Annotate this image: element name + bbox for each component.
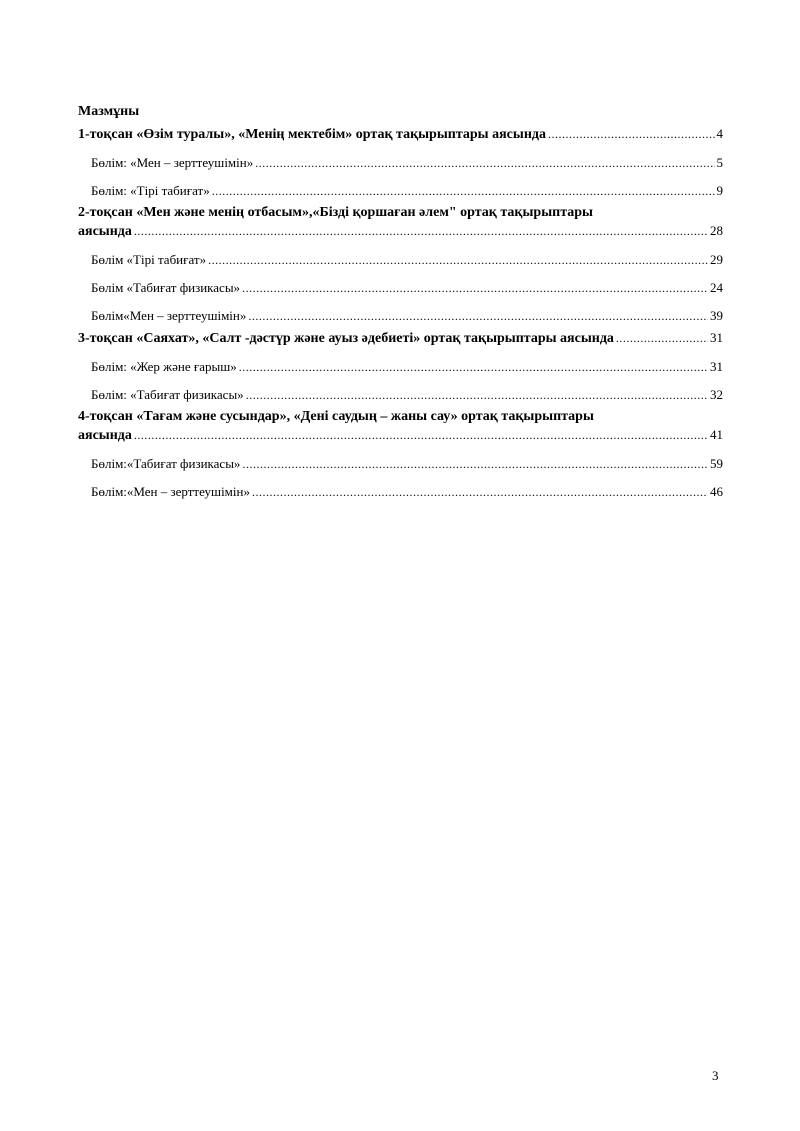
dot-leader [246, 386, 708, 404]
page-number: 3 [712, 1068, 719, 1083]
dot-leader [255, 154, 714, 172]
toc-entry-section[interactable] [78, 386, 723, 404]
toc-page-number: 28 [710, 223, 723, 238]
toc-entry-text: аясында [78, 224, 132, 239]
toc-entry-text: Бөлім:«Мен – зерттеушімін» [91, 484, 250, 499]
table-of-contents [78, 121, 723, 501]
toc-entry-section[interactable] [78, 279, 723, 297]
toc-page-number: 39 [710, 308, 723, 323]
toc-page-number: 31 [710, 330, 723, 345]
toc-entry-text: 3-тоқсан «Саяхат», «Салт -дәстүр және ауыз әдебиеті» ортақ тақырыптары аясында [78, 331, 614, 346]
toc-entry-text: Бөлім: «Жер және ғарыш» [91, 359, 237, 374]
toc-entry-section[interactable] [78, 251, 723, 269]
dot-leader [239, 358, 708, 376]
toc-page-number: 9 [716, 183, 723, 198]
toc-entry-text: Бөлім: «Табиғат физикасы» [91, 387, 244, 402]
toc-page-number: 4 [716, 126, 723, 141]
dot-leader [248, 307, 708, 325]
toc-page-number: 59 [710, 456, 723, 471]
dot-leader [212, 182, 715, 200]
toc-entry-text: Бөлім«Мен – зерттеушімін» [91, 308, 247, 323]
toc-entry-text-line1: 4-тоқсан «Тағам және сусындар», «Дені саудың – жаны сау» ортақ тақырыптары [78, 409, 594, 424]
toc-entry-quarter-1[interactable] [78, 125, 723, 144]
toc-entry-section[interactable] [78, 455, 723, 473]
toc-entry-section[interactable] [78, 154, 723, 172]
toc-entry-quarter-2[interactable] [78, 204, 723, 241]
toc-entry-text: Бөлім «Тірі табиғат» [91, 252, 207, 267]
toc-entry-quarter-4[interactable] [78, 408, 723, 445]
toc-entry-text: 1-тоқсан «Өзім туралы», «Менің мектебім» ортақ тақырыптары аясында [78, 127, 546, 142]
toc-page-number: 24 [710, 280, 723, 295]
dot-leader [134, 426, 708, 445]
toc-entry-text: Бөлім: «Мен – зерттеушімін» [91, 155, 254, 170]
dot-leader [242, 455, 708, 473]
dot-leader [208, 251, 708, 269]
toc-page-number: 41 [710, 427, 723, 442]
dot-leader [242, 279, 708, 297]
toc-entry-text: аясында [78, 428, 132, 443]
toc-entry-quarter-3[interactable] [78, 329, 723, 348]
toc-entry-section[interactable] [78, 358, 723, 376]
toc-title: Мазмұны [78, 104, 140, 119]
toc-entry-section[interactable] [78, 182, 723, 200]
toc-entry-section[interactable] [78, 483, 723, 501]
dot-leader [616, 329, 708, 348]
toc-page-number: 31 [710, 359, 723, 374]
toc-entry-text: Бөлім: «Тірі табиғат» [91, 183, 210, 198]
toc-entry-section[interactable] [78, 307, 723, 325]
toc-page-number: 32 [710, 387, 723, 402]
dot-leader [252, 483, 708, 501]
toc-entry-text: Бөлім:«Табиғат физикасы» [91, 456, 241, 471]
toc-page-number: 29 [710, 252, 723, 267]
toc-page-number: 5 [716, 155, 723, 170]
dot-leader [134, 222, 708, 241]
toc-entry-text-line1: 2-тоқсан «Мен және менің отбасым»,«Бізді қоршаған әлем" ортақ тақырыптары [78, 205, 593, 220]
toc-page-number: 46 [710, 484, 723, 499]
dot-leader [548, 125, 715, 144]
toc-entry-text: Бөлім «Табиғат физикасы» [91, 280, 241, 295]
